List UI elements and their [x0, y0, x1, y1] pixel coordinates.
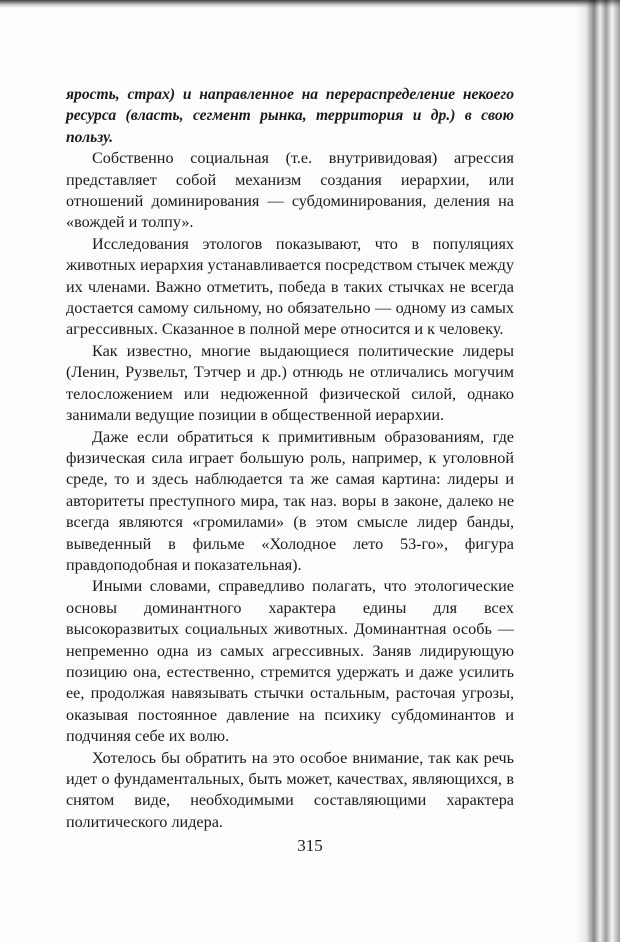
- scan-shadow-top: [0, 0, 620, 8]
- scan-binding-edge: [576, 0, 620, 942]
- paragraph-6: Хотелось бы обратить на это особое внимание, так как речь идет о фундаментальных, быть может, качествах, являющихся, в снятом виде, необходимыми составляющими характера политического лидера.: [66, 748, 514, 831]
- paragraph-3: Как известно, многие выдающиеся политические лидеры (Ленин, Рузвельт, Тэтчер и др.) отнюдь не отличались могучим телосложением или недюженной физической силой, однако занимали ведущие позиции в общественной иерархии.: [66, 341, 514, 425]
- paragraph-4: Даже если обратиться к примитивным образованиям, где физическая сила играет большую роль, например, к уголовной среде, то и здесь наблюдается та же самая картина: лидеры и авторитеты преступного мира, так наз. воры в законе, далеко не всегда являются «громилами» (в этом смысле лидер банды, выведенный в фильме «Холодное лето 53-го», фигура правдоподобная и показательная).: [66, 427, 514, 574]
- body-text: [66, 84, 514, 833]
- paragraph-1: Собственно социальная (т.е. внутривидовая) агрессия представляет собой механизм создания иерархии, или отношений доминирования — субдоминирования, деления на «вождей и толпу».: [66, 149, 514, 232]
- lead-italic-paragraph: ярость, страх) и направленное на перераспределение некоего ресурса (власть, сегмент рынка, территория и др.) в свою пользу.: [66, 86, 514, 146]
- paragraph-5: Иными словами, справедливо полагать, что этологические основы доминантного характера едины для всех высокоразвитых социальных животных. Доминантная особь — непременно одна из самых агрессивных. Заняв лидирующую позицию она, естественно, стремится удержать и даже усилить ее, продолжая навязывать стычки остальным, расточая угрозы, оказывая постоянное давление на психику субдоминантов и подчиняя себе их волю.: [66, 577, 514, 746]
- paragraph-2: Исследования этологов показывают, что в популяциях животных иерархия устанавливается посредством стычек между их членами. Важно отметить, победа в таких стычках не всегда достается самому сильному, но обязательно — одному из самых агрессивных. Сказанное в полной мере относится и к человеку.: [66, 234, 514, 339]
- page-number: 315: [297, 836, 323, 855]
